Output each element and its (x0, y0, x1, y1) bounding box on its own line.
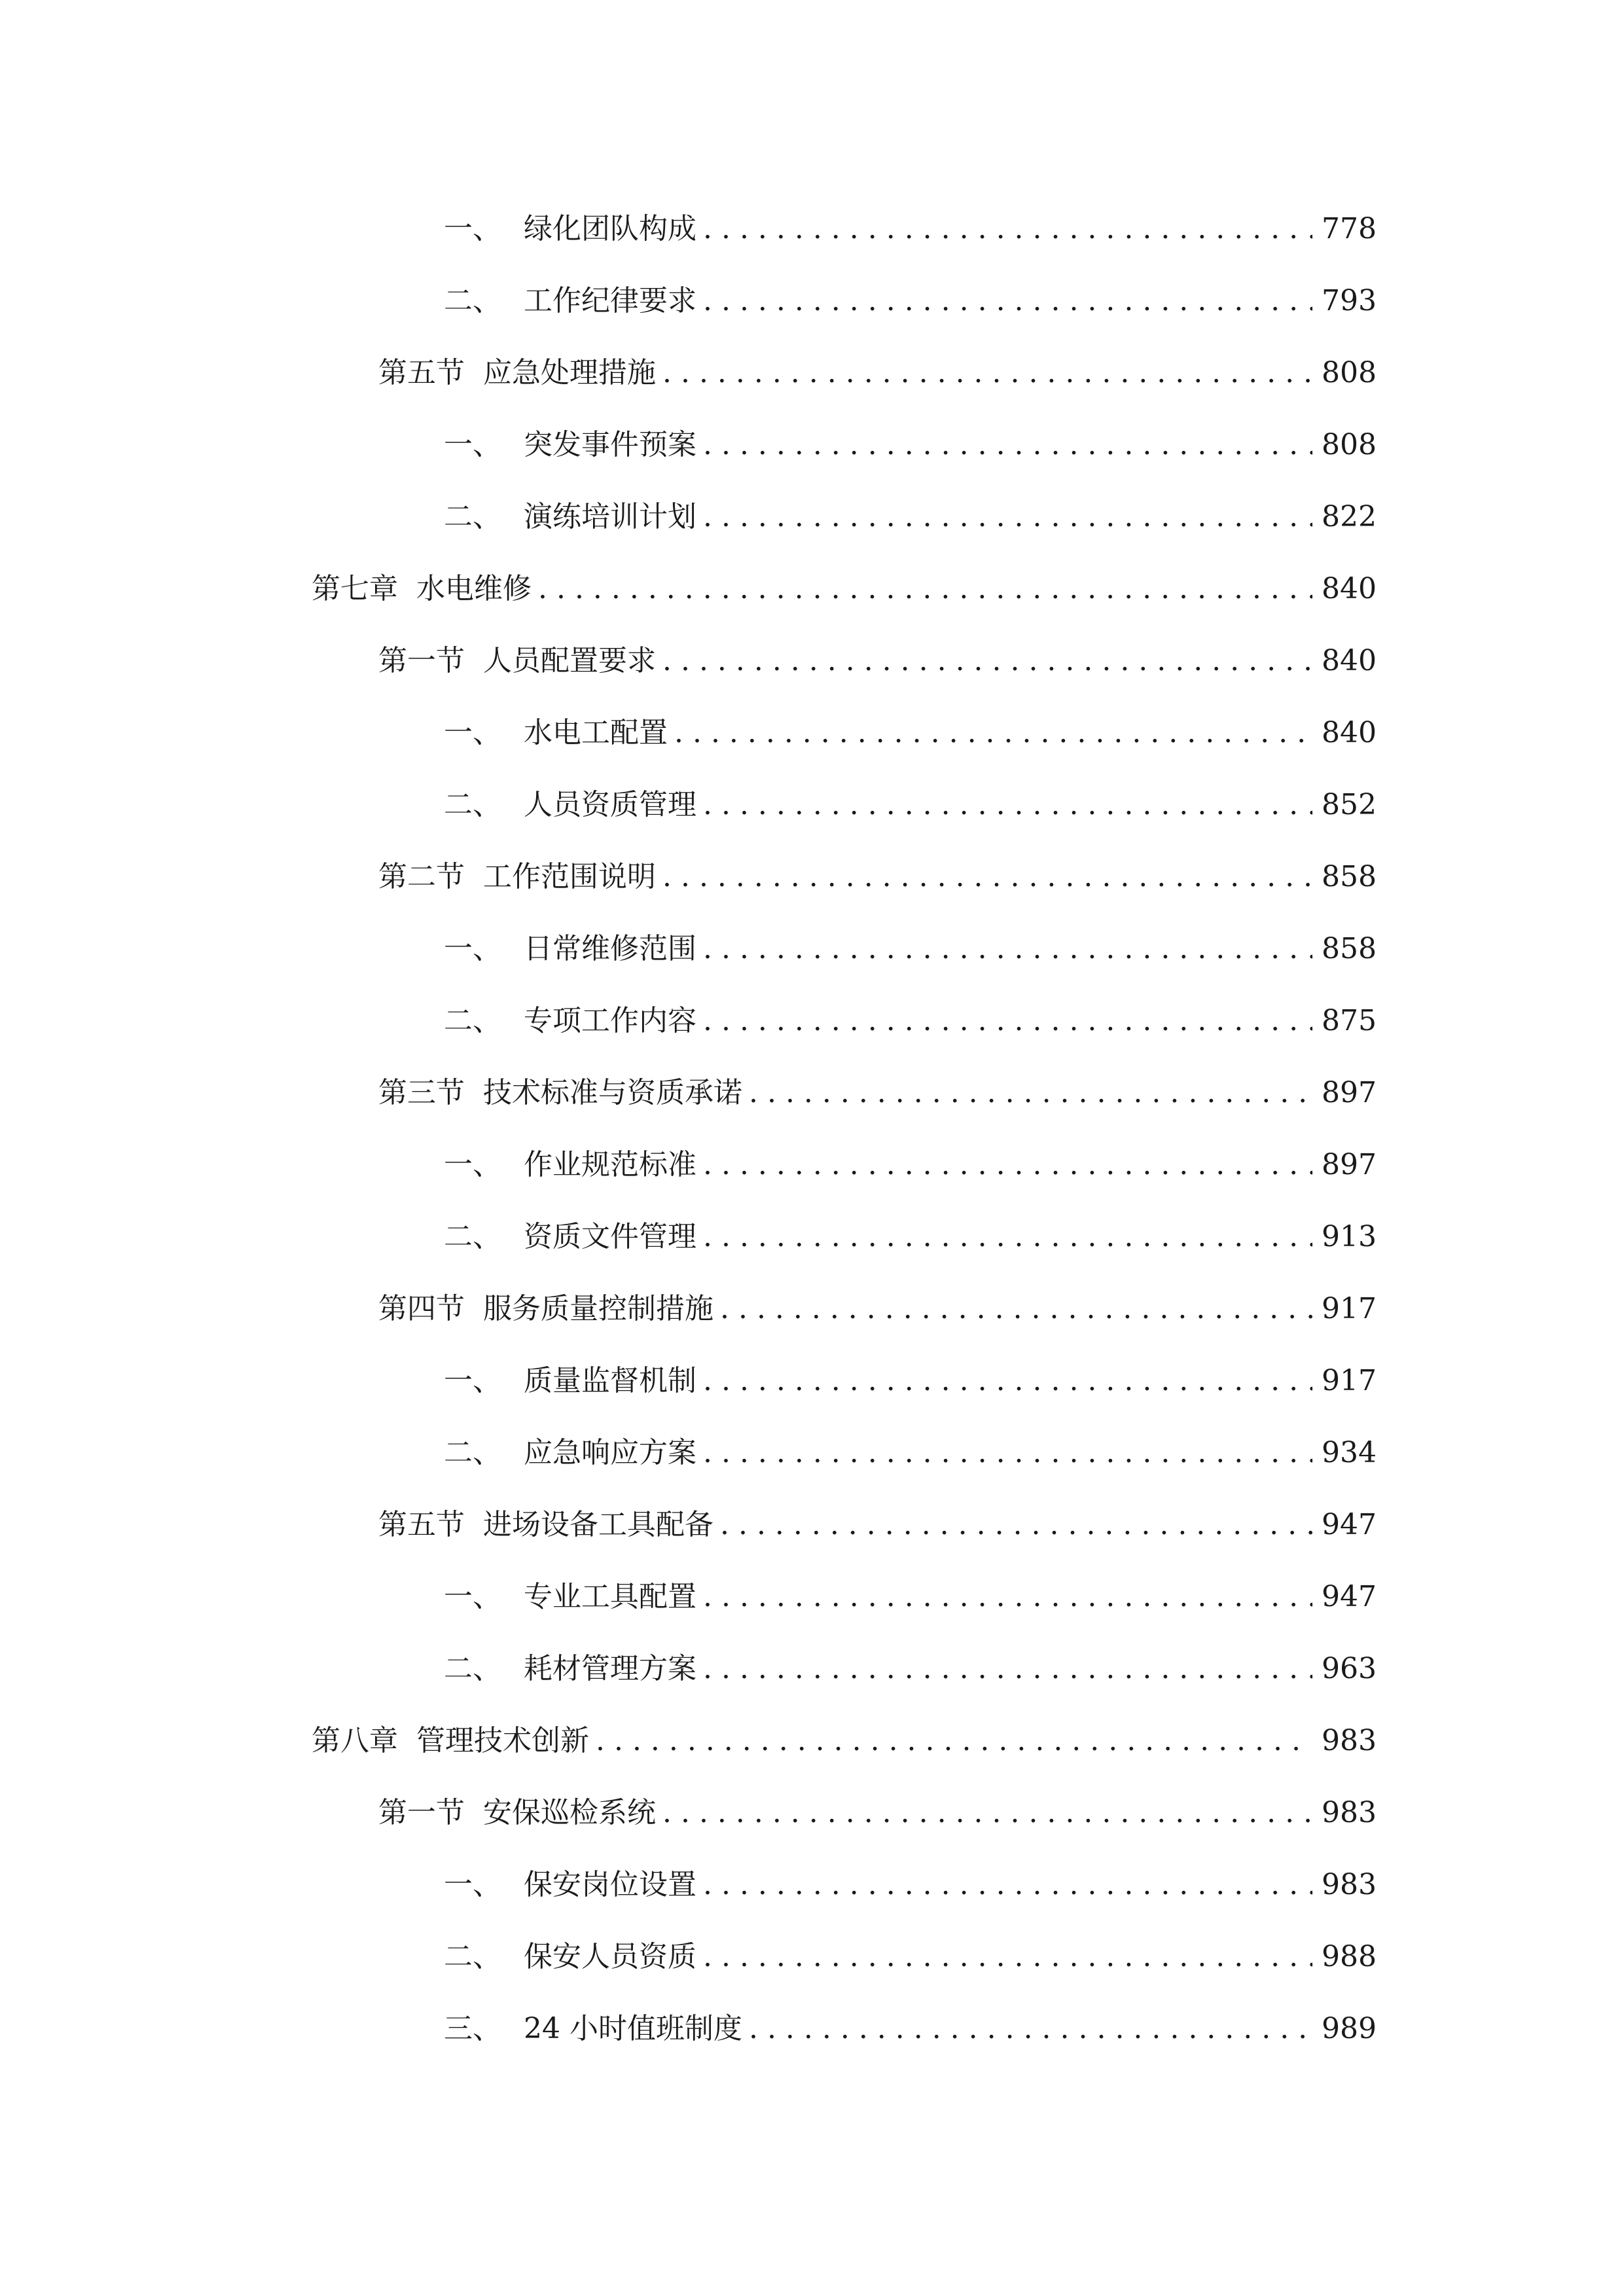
entry-title: 绿化团队构成 (524, 212, 696, 245)
entry-title: 水电维修 (416, 572, 532, 605)
entry-marker: 一、 (444, 932, 501, 965)
entry-title: 日常维修范围 (524, 932, 696, 965)
entry-marker: 一、 (444, 1148, 501, 1181)
entry-marker: 一、 (444, 1868, 501, 1901)
dot-leader (662, 1787, 1312, 1839)
toc-entry[interactable] (444, 2003, 1377, 2055)
toc-entry[interactable] (312, 563, 1377, 615)
page-number: 963 (1322, 1652, 1377, 1685)
toc-entry[interactable] (444, 1931, 1377, 1983)
toc-entry[interactable] (378, 635, 1377, 687)
entry-marker: 第一节 (378, 644, 465, 677)
entry-title: 保安人员资质 (524, 1940, 696, 1973)
entry-title: 耗材管理方案 (524, 1652, 696, 1685)
toc-entry[interactable] (444, 491, 1377, 543)
dot-leader (703, 203, 1312, 255)
dot-leader (703, 275, 1312, 327)
entry-title: 管理技术创新 (416, 1724, 589, 1757)
entry-title: 人员资质管理 (524, 788, 696, 821)
page-number: 983 (1322, 1796, 1377, 1829)
entry-marker: 二、 (444, 1652, 501, 1685)
entry-marker: 二、 (444, 284, 501, 317)
entry-marker: 三、 (444, 2012, 501, 2045)
dot-leader (674, 707, 1312, 759)
page-number: 778 (1322, 212, 1377, 245)
page-number: 875 (1322, 1004, 1377, 1037)
dot-leader (703, 923, 1312, 975)
dot-leader (703, 1643, 1312, 1695)
toc-entry[interactable] (444, 1139, 1377, 1191)
page-number: 988 (1322, 1940, 1377, 1973)
dot-leader (703, 1931, 1312, 1983)
entry-title: 专业工具配置 (524, 1580, 696, 1613)
entry-marker: 二、 (444, 1940, 501, 1973)
toc-entry[interactable] (378, 1067, 1377, 1119)
toc-entry[interactable] (444, 1355, 1377, 1407)
page-number: 947 (1322, 1508, 1377, 1541)
dot-leader (703, 1139, 1312, 1191)
toc-entry[interactable] (444, 779, 1377, 831)
dot-leader (538, 563, 1312, 615)
entry-title: 资质文件管理 (524, 1220, 696, 1253)
entry-title: 专项工作内容 (524, 1004, 696, 1037)
toc-entry[interactable] (444, 1427, 1377, 1479)
dot-leader (703, 419, 1312, 471)
entry-title: 保安岗位设置 (524, 1868, 696, 1901)
page-number: 989 (1322, 2012, 1377, 2045)
page-number: 793 (1322, 284, 1377, 317)
dot-leader (720, 1499, 1312, 1551)
toc-entry[interactable] (444, 1643, 1377, 1695)
dot-leader (662, 347, 1312, 399)
entry-title: 水电工配置 (524, 716, 668, 749)
toc-entry[interactable] (378, 1499, 1377, 1551)
entry-title: 服务质量控制措施 (483, 1292, 713, 1325)
entry-marker: 第五节 (378, 1508, 465, 1541)
page-number: 934 (1322, 1436, 1377, 1469)
page-number: 917 (1322, 1292, 1377, 1325)
toc-entry[interactable] (444, 1859, 1377, 1911)
dot-leader (703, 1211, 1312, 1263)
entry-marker: 二、 (444, 500, 501, 533)
toc-entry[interactable] (444, 1211, 1377, 1263)
entry-title: 应急响应方案 (524, 1436, 696, 1469)
entry-marker: 二、 (444, 788, 501, 821)
page-number: 808 (1322, 356, 1377, 389)
dot-leader (749, 1067, 1312, 1119)
toc-entry[interactable] (378, 347, 1377, 399)
dot-leader (703, 1427, 1312, 1479)
page-number: 947 (1322, 1580, 1377, 1613)
entry-title: 突发事件预案 (524, 428, 696, 461)
entry-marker: 第四节 (378, 1292, 465, 1325)
entry-marker: 第八章 (312, 1724, 398, 1757)
toc-entry[interactable] (444, 995, 1377, 1047)
toc-entry[interactable] (378, 1283, 1377, 1335)
entry-title: 安保巡检系统 (483, 1796, 656, 1829)
entry-title: 24 小时值班制度 (524, 2012, 742, 2045)
toc-entry[interactable] (444, 419, 1377, 471)
entry-title: 作业规范标准 (524, 1148, 696, 1181)
entry-marker: 第五节 (378, 356, 465, 389)
entry-title: 工作范围说明 (483, 860, 656, 893)
page-number: 822 (1322, 500, 1377, 533)
dot-leader (703, 1859, 1312, 1911)
entry-marker: 一、 (444, 1580, 501, 1613)
page-number: 983 (1322, 1724, 1377, 1757)
entry-title: 技术标准与资质承诺 (483, 1076, 742, 1109)
toc-entry[interactable] (444, 707, 1377, 759)
entry-marker: 二、 (444, 1004, 501, 1037)
dot-leader (703, 779, 1312, 831)
page-number: 852 (1322, 788, 1377, 821)
page-number: 840 (1322, 644, 1377, 677)
dot-leader (703, 491, 1312, 543)
entry-title: 进场设备工具配备 (483, 1508, 713, 1541)
entry-marker: 二、 (444, 1436, 501, 1469)
entry-title: 演练培训计划 (524, 500, 696, 533)
dot-leader (662, 851, 1312, 903)
entry-marker: 一、 (444, 1364, 501, 1397)
toc-entry[interactable] (378, 1787, 1377, 1839)
page-number: 917 (1322, 1364, 1377, 1397)
page-number: 858 (1322, 932, 1377, 965)
page-number: 897 (1322, 1148, 1377, 1181)
dot-leader (703, 1355, 1312, 1407)
toc-entry[interactable] (444, 923, 1377, 975)
page-number: 840 (1322, 716, 1377, 749)
entry-marker: 一、 (444, 716, 501, 749)
entry-marker: 第一节 (378, 1796, 465, 1829)
page-number: 983 (1322, 1868, 1377, 1901)
toc-entry[interactable] (444, 203, 1377, 255)
toc-entry[interactable] (444, 275, 1377, 327)
entry-marker: 一、 (444, 428, 501, 461)
toc-entry[interactable] (378, 851, 1377, 903)
entry-title: 人员配置要求 (483, 644, 656, 677)
page-number: 913 (1322, 1220, 1377, 1253)
toc-entry[interactable] (312, 1715, 1377, 1767)
entry-marker: 第三节 (378, 1076, 465, 1109)
entry-marker: 第二节 (378, 860, 465, 893)
page-number: 808 (1322, 428, 1377, 461)
entry-title: 应急处理措施 (483, 356, 656, 389)
dot-leader (596, 1715, 1312, 1767)
entry-marker: 二、 (444, 1220, 501, 1253)
dot-leader (720, 1283, 1312, 1335)
dot-leader (703, 995, 1312, 1047)
entry-title: 工作纪律要求 (524, 284, 696, 317)
page-number: 840 (1322, 572, 1377, 605)
dot-leader (703, 1571, 1312, 1623)
toc-entry[interactable] (444, 1571, 1377, 1623)
page-number: 897 (1322, 1076, 1377, 1109)
entry-title: 质量监督机制 (524, 1364, 696, 1397)
page-number: 858 (1322, 860, 1377, 893)
dot-leader (749, 2003, 1312, 2055)
dot-leader (662, 635, 1312, 687)
entry-marker: 第七章 (312, 572, 398, 605)
entry-marker: 一、 (444, 212, 501, 245)
